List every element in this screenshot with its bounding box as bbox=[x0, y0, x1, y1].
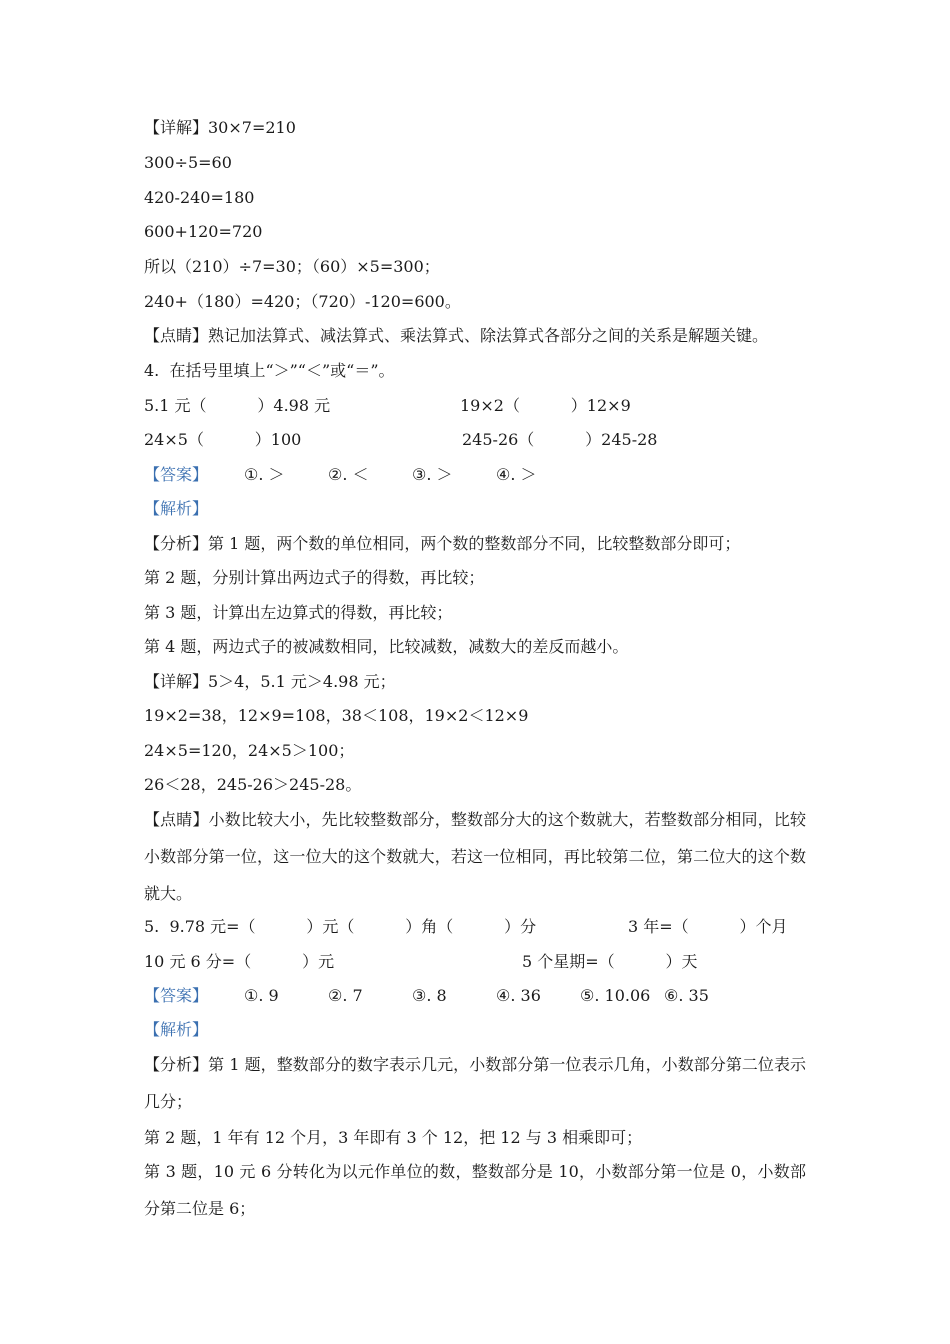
answer-label: 【答案】 bbox=[144, 986, 209, 1005]
answer-label: 【答案】 bbox=[144, 465, 209, 484]
answer-item: ②. 7 bbox=[328, 986, 363, 1005]
calc-line: 所以（210）÷7=30；（60）×5=300； bbox=[144, 257, 440, 276]
detail-line: 【详解】30×7=210 bbox=[144, 118, 296, 137]
analysis-line: 【分析】第 1 题，两个数的单位相同，两个数的整数部分不同，比较整数部分即可； bbox=[144, 534, 741, 553]
answer-item: ⑤. 10.06 bbox=[580, 986, 651, 1005]
analysis-line: 第 3 题，计算出左边算式的得数，再比较； bbox=[144, 603, 453, 622]
question-5-item: 5. 9.78 元=（ ）元（ ）角（ ）分 bbox=[144, 917, 537, 936]
detail-line: 19×2=38，12×9=108，38＜108，19×2＜12×9 bbox=[144, 706, 529, 725]
answer-item: ⑥. 35 bbox=[664, 986, 709, 1005]
question-4-title: 4. 在括号里填上“＞”“＜”或“＝”。 bbox=[144, 361, 395, 380]
detail-line: 24×5=120，24×5＞100； bbox=[144, 741, 355, 760]
answer-item: ③. ＞ bbox=[412, 465, 453, 484]
question-5-item: 3 年=（ ）个月 bbox=[628, 917, 788, 936]
question-4-item: 24×5（ ）100 bbox=[144, 430, 302, 449]
calc-line: 300÷5=60 bbox=[144, 153, 232, 172]
analysis-line: 第 2 题，1 年有 12 个月，3 年即有 3 个 12，把 12 与 3 相乘即可； bbox=[144, 1128, 643, 1147]
answer-item: ①. ＞ bbox=[244, 465, 285, 484]
calc-line: 600+120=720 bbox=[144, 222, 263, 241]
analysis-line: 第 4 题，两边式子的被减数相同，比较减数，减数大的差反而越小。 bbox=[144, 637, 629, 656]
answer-item: ②. ＜ bbox=[328, 465, 369, 484]
question-5-item: 10 元 6 分=（ ）元 bbox=[144, 952, 335, 971]
calc-line: 420-240=180 bbox=[144, 188, 255, 207]
analysis-paragraph: 【分析】第 1 题，整数部分的数字表示几元，小数部分第一位表示几角，小数部分第二位表示几分； bbox=[144, 1055, 806, 1111]
question-4-item: 19×2（ ）12×9 bbox=[460, 396, 631, 415]
answer-item: ④. ＞ bbox=[496, 465, 537, 484]
analysis-line: 第 2 题，分别计算出两边式子的得数，再比较； bbox=[144, 568, 485, 587]
tip-paragraph: 【点睛】小数比较大小，先比较整数部分，整数部分大的这个数就大，若整数部分相同，比较小数部分第一位，这一位大的这个数就大，若这一位相同，再比较第二位，第二位大的这个数就大。 bbox=[144, 810, 806, 903]
answer-item: ①. 9 bbox=[244, 986, 279, 1005]
detail-line: 【详解】5＞4，5.1 元＞4.98 元； bbox=[144, 672, 396, 691]
analysis-label: 【解析】 bbox=[144, 499, 209, 518]
calc-line: 240+（180）=420；（720）-120=600。 bbox=[144, 292, 461, 311]
detail-line: 26＜28，245-26＞245-28。 bbox=[144, 775, 362, 794]
analysis-paragraph: 第 3 题，10 元 6 分转化为以元作单位的数，整数部分是 10，小数部分第一位是 0，小数部分第二位是 6； bbox=[144, 1162, 806, 1218]
question-4-item: 245-26（ ）245-28 bbox=[462, 430, 658, 449]
tip-line: 【点睛】熟记加法算式、减法算式、乘法算式、除法算式各部分之间的关系是解题关键。 bbox=[144, 326, 769, 345]
question-4-item: 5.1 元（ ）4.98 元 bbox=[144, 396, 331, 415]
analysis-label: 【解析】 bbox=[144, 1020, 209, 1039]
question-5-item: 5 个星期=（ ）天 bbox=[522, 952, 698, 971]
answer-item: ④. 36 bbox=[496, 986, 541, 1005]
answer-item: ③. 8 bbox=[412, 986, 447, 1005]
